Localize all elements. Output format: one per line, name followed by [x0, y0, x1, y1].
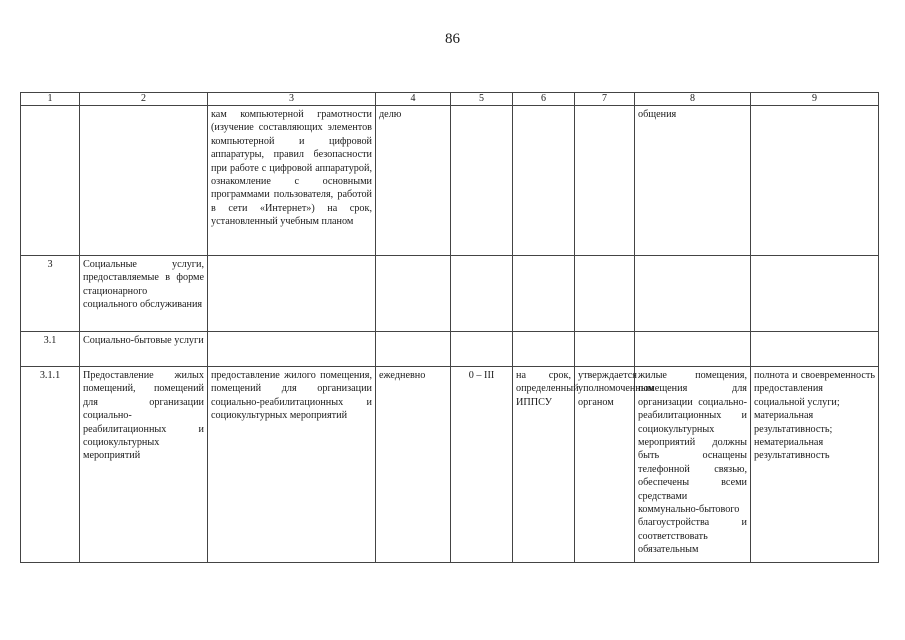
cell-term	[513, 106, 575, 256]
cell-term	[513, 332, 575, 367]
cell-periodicity: ежедневно	[376, 367, 451, 563]
column-number-7: 7	[575, 93, 635, 106]
page-number: 86	[445, 31, 460, 47]
cell-term: на срок, определенный ИППСУ	[513, 367, 575, 563]
column-number-4: 4	[376, 93, 451, 106]
column-number-6: 6	[513, 93, 575, 106]
cell-service-description: кам компьютерной грамотности (изучение составляющих элементов компьютерной и цифровой аппаратуры, правил безопасности при работе с цифровой аппаратурой, ознакомление с основными программами пользователя, работой в сети «Интернет») на срок, установленный учебным планом	[208, 106, 376, 256]
table-row	[21, 256, 879, 332]
services-table	[20, 92, 879, 563]
table-row	[21, 367, 879, 563]
column-number-5: 5	[451, 93, 513, 106]
cell-conditions: общения	[635, 106, 751, 256]
cell-tariff	[575, 256, 635, 332]
cell-conditions: жилые помещения, помещения для организации социально-реабилитационных и социокультурных мероприятий должны быть оснащены телефонной связью, обеспечены всеми средствами коммунально-бытового благоустройства и соответствовать обязательным	[635, 367, 751, 563]
cell-service-description: предоставление жилого помещения, помещений для организации социально-реабилитационных и социокультурных мероприятий	[208, 367, 376, 563]
cell-unit	[451, 256, 513, 332]
cell-number	[21, 106, 80, 256]
cell-number: 3.1	[21, 332, 80, 367]
column-number-2: 2	[80, 93, 208, 106]
cell-unit: 0 – III	[451, 367, 513, 563]
cell-service-name: Социальные услуги, предоставляемые в форме стационарного социального обслуживания	[80, 256, 208, 332]
cell-quality-indicators	[751, 106, 879, 256]
cell-service-name: Социально-бытовые услуги	[80, 332, 208, 367]
cell-number: 3.1.1	[21, 367, 80, 563]
cell-periodicity: делю	[376, 106, 451, 256]
cell-conditions	[635, 332, 751, 367]
cell-quality-indicators	[751, 367, 879, 563]
cell-tariff	[575, 332, 635, 367]
quality-indicator-nonmaterial: нематериальная результативность	[754, 437, 830, 462]
column-number-3: 3	[208, 93, 376, 106]
column-number-1: 1	[21, 93, 80, 106]
column-number-8: 8	[635, 93, 751, 106]
cell-quality-indicators	[751, 332, 879, 367]
cell-tariff: утверждается уполномоченным органом	[575, 367, 635, 563]
table-row	[21, 332, 879, 367]
cell-service-name	[80, 106, 208, 256]
cell-conditions	[635, 256, 751, 332]
column-number-9: 9	[751, 93, 879, 106]
cell-number: 3	[21, 256, 80, 332]
quality-indicator-material: материальная результативность;	[754, 410, 833, 435]
cell-periodicity	[376, 332, 451, 367]
table-row	[21, 106, 879, 256]
cell-service-name: Предоставление жилых помещений, помещений для организации социально-реабилитационных и социокультурных мероприятий	[80, 367, 208, 563]
cell-tariff	[575, 106, 635, 256]
quality-indicator-completeness: полнота и своевременность предоставления социальной услуги;	[754, 370, 875, 408]
cell-service-description	[208, 256, 376, 332]
cell-service-description	[208, 332, 376, 367]
cell-unit	[451, 332, 513, 367]
cell-quality-indicators	[751, 256, 879, 332]
cell-unit	[451, 106, 513, 256]
cell-periodicity	[376, 256, 451, 332]
cell-term	[513, 256, 575, 332]
table-header-row	[21, 93, 879, 106]
